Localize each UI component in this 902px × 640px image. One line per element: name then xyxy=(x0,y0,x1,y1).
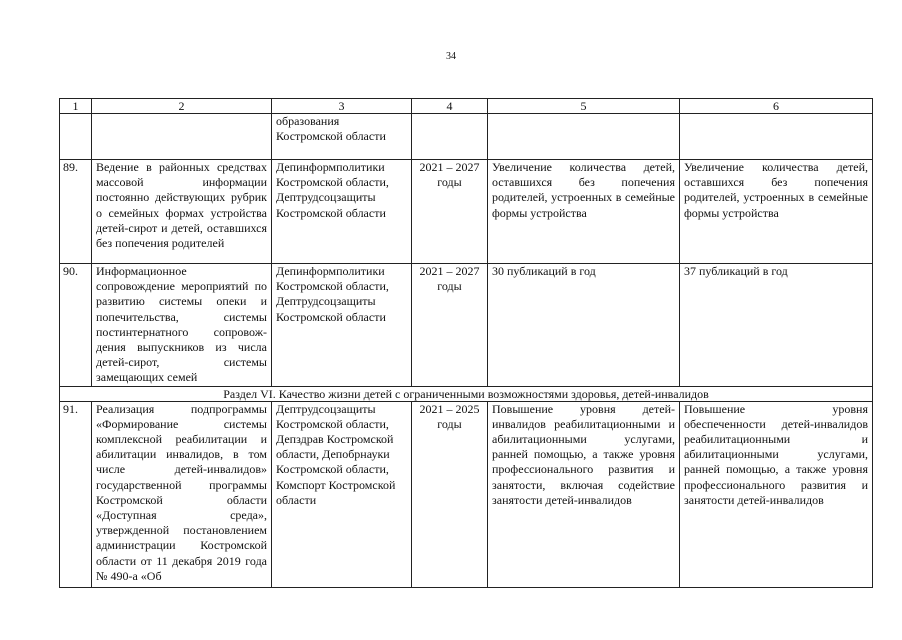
continuation-row xyxy=(60,114,873,160)
cell-target: 37 публикаций в год xyxy=(680,264,873,387)
cell-result: Увеличение количества детей, оставшихся без попечения родителей, устроенных в семейные формы устройства xyxy=(488,160,680,264)
table-row xyxy=(60,160,873,264)
cell-responsible: образования Костромской области xyxy=(272,114,412,160)
header-cell-3: 3 xyxy=(272,99,412,114)
header-row xyxy=(60,99,873,114)
cell-period xyxy=(412,114,488,160)
cell-result: Повышение уровня детей-инвалидов реабилитационными и абилитационными услугами, ранней помощью, а также уровня профессионального развития и занятости, включая содействие занятости детей-инвалидов xyxy=(488,401,680,587)
cell-target: Увеличение количества детей, оставшихся без попечения родителей, устроенных в семейные формы устройства xyxy=(680,160,873,264)
cell-responsible: Дептрудсоцзащиты Костромской области, Депздрав Костромской области, Депобрнауки Костромской области, Комспорт Костромской области xyxy=(272,401,412,587)
section-title: Раздел VI. Качество жизни детей с ограниченными возможностями здоровья, детей-инвалидов xyxy=(60,386,873,401)
cell-activity xyxy=(92,114,272,160)
cell-period: 2021 – 2025 годы xyxy=(412,401,488,587)
cell-activity: Информационное сопровождение мероприятий по развитию системы опеки и попечительства, системы постинтернатного сопровож-дения выпускников из числа детей-сирот, системы замещающих семей xyxy=(92,264,272,387)
cell-result xyxy=(488,114,680,160)
cell-target xyxy=(680,114,873,160)
cell-period: 2021 – 2027 годы xyxy=(412,264,488,387)
measures-table xyxy=(59,98,873,588)
cell-responsible: Депинформполитики Костромской области, Дептрудсоцзащиты Костромской области xyxy=(272,264,412,387)
cell-responsible: Депинформполитики Костромской области, Дептрудсоцзащиты Костромской области xyxy=(272,160,412,264)
section-row xyxy=(60,386,873,401)
header-cell-6: 6 xyxy=(680,99,873,114)
header-cell-5: 5 xyxy=(488,99,680,114)
header-cell-2: 2 xyxy=(92,99,272,114)
cell-num: 91. xyxy=(60,401,92,587)
cell-num xyxy=(60,114,92,160)
cell-activity: Ведение в районных средствах массовой информации постоянно действующих рубрик о семейных формах устройства детей-сирот и детей, оставшихся без попечения родителей xyxy=(92,160,272,264)
cell-period: 2021 – 2027 годы xyxy=(412,160,488,264)
cell-target: Повышение уровня обеспеченности детей-инвалидов реабилитационными и абилитационными услугами, ранней помощью, а также уровня профессионального развития и занятости детей-инвалидов xyxy=(680,401,873,587)
cell-activity: Реализация подпрограммы «Формирование системы комплексной реабилитации и абилитации инвалидов, в том числе детей-инвалидов» государственной программы Костромской области «Доступная среда», утвержденной постановлением администрации Костромской области от 11 декабря 2019 года № 490-а «Об xyxy=(92,401,272,587)
cell-num: 89. xyxy=(60,160,92,264)
cell-num: 90. xyxy=(60,264,92,387)
table-row xyxy=(60,401,873,587)
cell-result: 30 публикаций в год xyxy=(488,264,680,387)
page-number: 34 xyxy=(446,51,456,62)
table-row xyxy=(60,264,873,387)
header-cell-1: 1 xyxy=(60,99,92,114)
header-cell-4: 4 xyxy=(412,99,488,114)
